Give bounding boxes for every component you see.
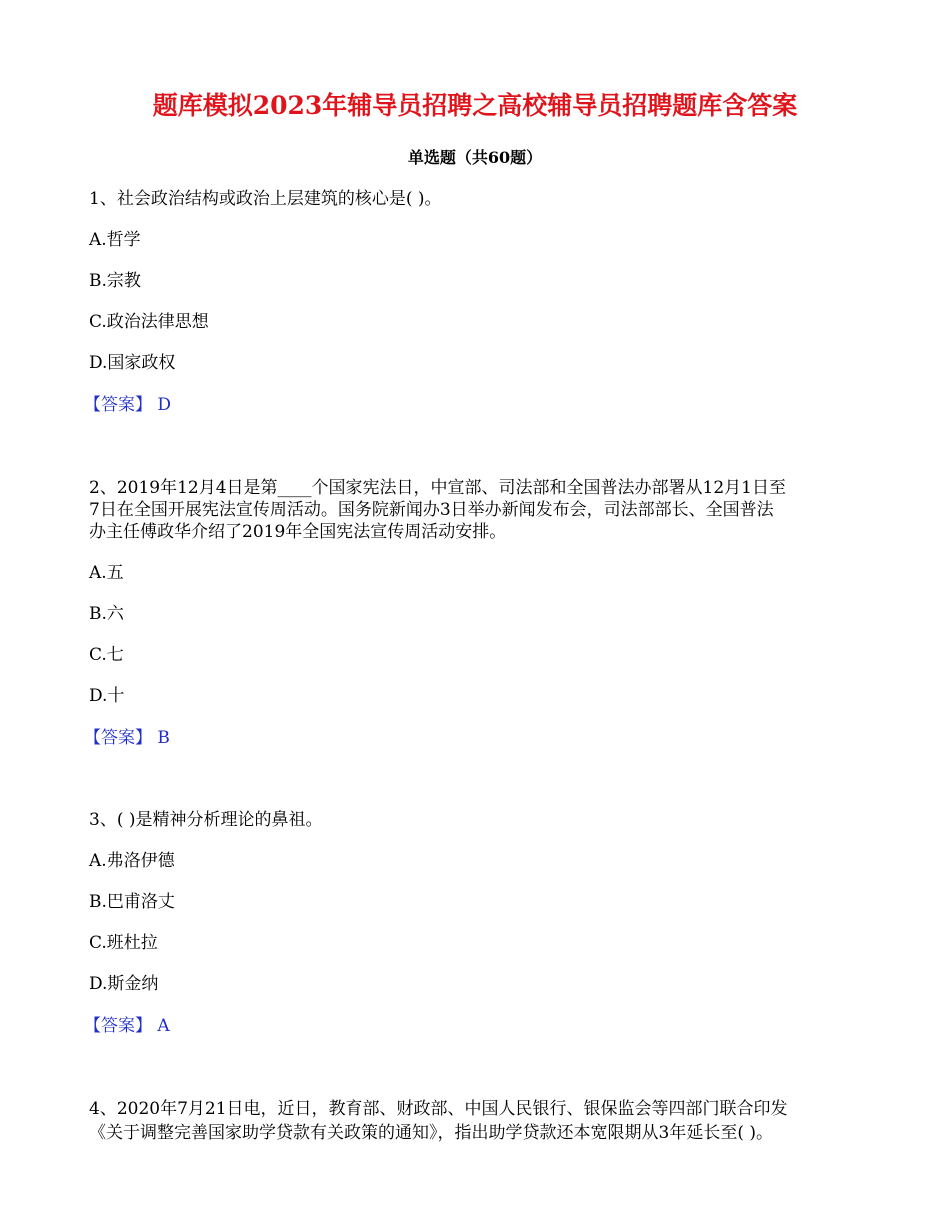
question-3-option-b: B.巴甫洛丈	[89, 892, 175, 912]
question-2-option-a: A.五	[89, 563, 124, 583]
question-3-answer: 【答案】 A	[84, 1016, 170, 1036]
question-2-stem-line-2: 7日在全国开展宪法宣传周活动。国务院新闻办3日举办新闻发布会，司法部部长、全国普法	[89, 500, 774, 520]
question-2-option-b: B.六	[89, 604, 124, 624]
question-3-option-c: C.班杜拉	[89, 933, 158, 953]
question-2-option-d: D.十	[89, 686, 125, 706]
question-3-option-a: A.弗洛伊德	[89, 851, 175, 871]
section-heading: 单选题（共60题）	[407, 148, 543, 167]
question-2-stem-line-1: 2、2019年12月4日是第____个国家宪法日，中宣部、司法部和全国普法办部署从12月1日至	[89, 478, 786, 498]
question-2-answer: 【答案】 B	[84, 728, 170, 748]
question-1-answer: 【答案】 D	[84, 395, 172, 415]
question-4-stem-line-1: 4、2020年7月21日电，近日，教育部、财政部、中国人民银行、银保监会等四部门联合印发	[89, 1099, 788, 1119]
question-1-option-d: D.国家政权	[89, 353, 176, 373]
question-1-option-c: C.政治法律思想	[89, 312, 209, 332]
question-1-stem: 1、社会政治结构或政治上层建筑的核心是( )。	[89, 189, 442, 209]
document-title: 题库模拟2023年辅导员招聘之高校辅导员招聘题库含答案	[152, 91, 798, 120]
question-4-stem-line-2: 《关于调整完善国家助学贷款有关政策的通知》，指出助学贷款还本宽限期从3年延长至( )。	[89, 1123, 773, 1143]
question-3-stem: 3、( )是精神分析理论的鼻祖。	[89, 810, 323, 830]
question-1-option-a: A.哲学	[89, 230, 141, 250]
question-2-stem-line-3: 办主任傅政华介绍了2019年全国宪法宣传周活动安排。	[89, 522, 507, 542]
question-3-option-d: D.斯金纳	[89, 974, 159, 994]
question-2-option-c: C.七	[89, 645, 124, 665]
question-1-option-b: B.宗教	[89, 271, 141, 291]
